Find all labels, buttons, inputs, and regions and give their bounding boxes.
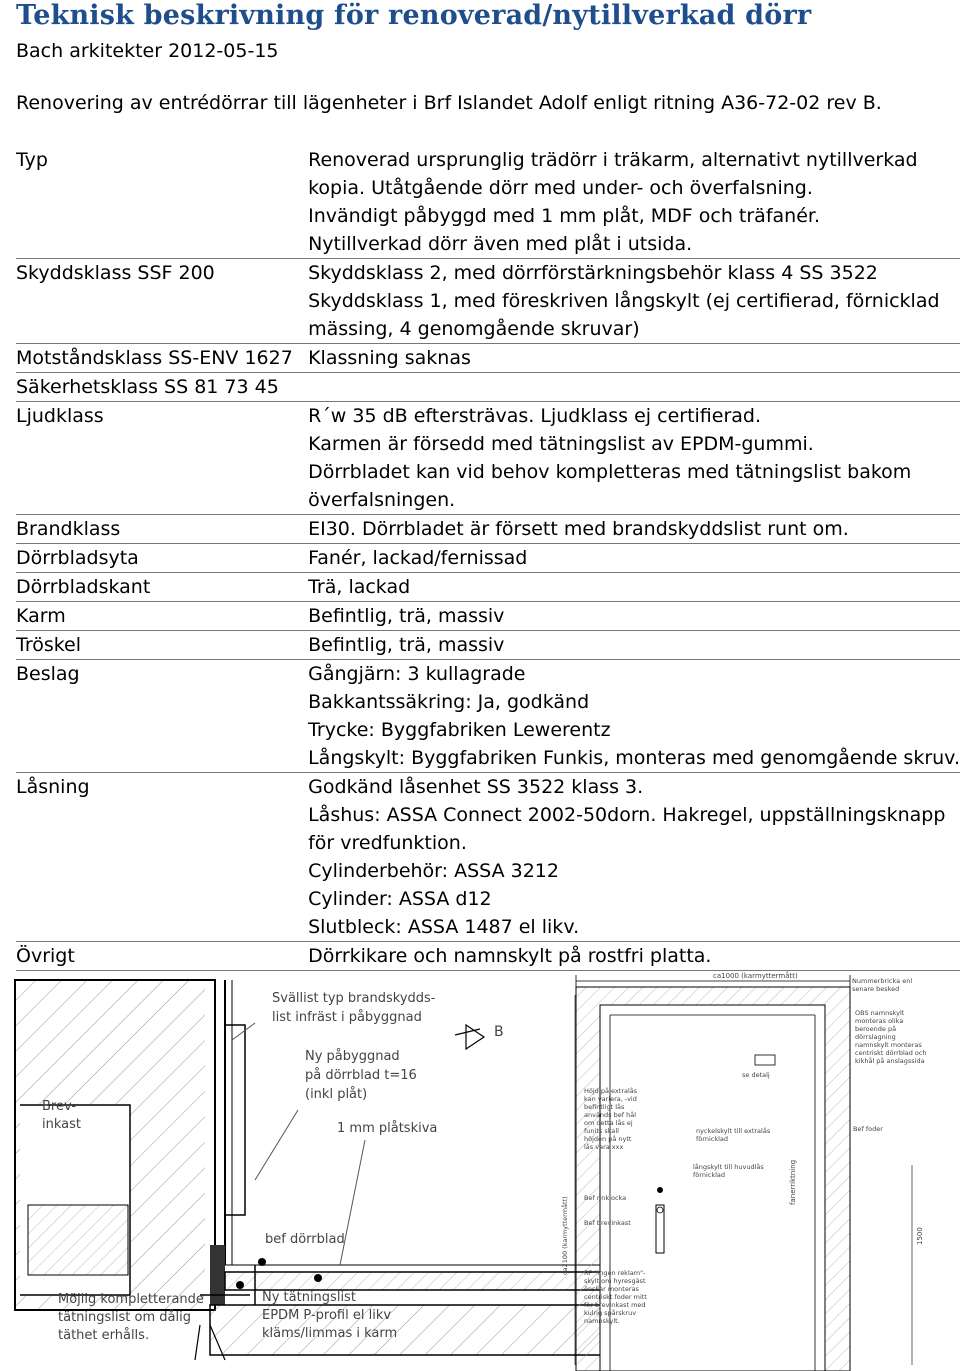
svallist-line: list infräst i påbyggnad [272,1010,422,1025]
hojd-line: funits skall [584,1127,619,1135]
nummerbricka-line: senare besked [852,985,900,993]
hojd-line: om detta lås ej [584,1119,633,1127]
spec-value-line: Skyddsklass 2, med dörrförstärkningsbehör klass 4 SS 3522 [308,262,878,284]
spec-value-line: Befintlig, trä, massiv [308,605,505,627]
document-intro: Renovering av entrédörrar till lägenheter i Brf Islandet Adolf enligt ritning A36-72-02 rev B. [16,92,882,114]
ny-pabyggnad-line: (inkl plåt) [305,1087,368,1102]
langskylt-line: förnicklad [693,1171,726,1179]
brev-inkast-line: inkast [42,1117,81,1132]
spec-value-line: Renoverad ursprunglig trädörr i träkarm, alternativt nytillverkad [308,149,918,171]
document-title: Teknisk beskrivning för renoverad/nytillverkad dörr [16,0,812,31]
spec-value [308,146,960,259]
rf-line: skylt om hyresgäst [584,1277,646,1285]
spec-label: Skyddsklass SSF 200 [16,259,308,344]
spec-value-line: Godkänd låsenhet SS 3522 klass 3. [308,776,644,798]
spec-value [308,631,960,660]
mojlig-line: täthet erhålls. [58,1328,150,1343]
spec-row [16,515,960,544]
bef-dorrblad-label: bef dörrblad [265,1232,345,1247]
height-dimension: ca2100 (karmyttermått) [561,1196,569,1275]
mojlig-line: tätningslist om dålig [58,1310,191,1325]
rf-line: centriskt foder mitt [584,1293,647,1301]
spec-label: Övrigt [16,942,308,971]
spec-label: Karm [16,602,308,631]
fanerriktning-label: fanerriktning [789,1159,797,1205]
spec-value-line: Bakkantssäkring: Ja, godkänd [308,691,590,713]
spec-value-line: Trä, lackad [308,576,411,598]
spec-value-line: Cylinder: ASSA d12 [308,888,492,910]
spec-row [16,544,960,573]
se-detalj-label: se detalj [742,1071,770,1079]
spec-row [16,259,960,344]
spec-value-line: Karmen är försedd med tätningslist av EPDM-gummi. [308,433,814,455]
nyckelskylt-line: nyckelskylt till extralås [696,1127,771,1135]
spec-value-line: Cylinderbehör: ASSA 3212 [308,860,559,882]
obs-namnskylt-line: dörrslagning [855,1033,896,1041]
spec-value-line: Dörrbladet kan vid behov kompletteras med tätningslist bakom [308,461,912,483]
spec-label: Tröskel [16,631,308,660]
spec-row [16,573,960,602]
nummerbricka-line: Nummerbricka enl [852,977,913,985]
spec-row [16,773,960,942]
spec-value-line: EI30. Dörrbladet är försett med brandskyddslist runt om. [308,518,849,540]
hojd-line: Höjd på extralås [584,1087,638,1095]
spec-table [16,146,960,971]
section-mark: B [494,1024,504,1040]
spec-value-line: för vredfunktion. [308,832,467,854]
ny-tatningslist-line: Ny tätningslist [262,1290,356,1305]
bef-brevinkast-label: Bef brevinkast [584,1219,631,1227]
hojd-line: kan variera, -vid [584,1095,637,1103]
spec-value-line: Invändigt påbyggd med 1 mm plåt, MDF och träfanér. [308,205,820,227]
spec-value-line: Gångjärn: 3 kullagrade [308,663,526,685]
rf-line: RF "Ingen reklam"- [584,1269,646,1277]
spec-value [308,773,960,942]
hojd-line: lås vara xxx [584,1143,624,1151]
spec-row [16,660,960,773]
ny-tatningslist-line: EPDM P-profil el likv [262,1308,392,1323]
rf-line: önskar monteras [584,1285,639,1293]
spec-label: Dörrbladsyta [16,544,308,573]
platskiva-label: 1 mm plåtskiva [337,1121,438,1136]
spec-row [16,602,960,631]
door-drawings [0,965,960,1371]
spec-row [16,631,960,660]
spec-row [16,146,960,259]
spec-value [308,660,960,773]
obs-namnskylt-line: centriskt dörrblad och [855,1049,927,1057]
spec-value [308,573,960,602]
spec-value-line: Skyddsklass 1, med föreskriven långskylt (ej certifierad, förnicklad [308,290,940,312]
svg-text:Nummerbricka enlsenare besked [852,977,912,993]
spec-value [308,544,960,573]
dimension-1500: 1500 [916,1227,924,1245]
rf-line: för brevinkast med [584,1301,646,1309]
spec-value-line: överfalsningen. [308,489,456,511]
hojd-line: höjden på nytt [584,1135,632,1143]
spec-value [308,373,960,402]
spec-value-line: Låshus: ASSA Connect 2002-50dorn. Hakregel, uppställningsknapp [308,804,946,826]
bef-foder-label: Bef foder [853,1125,883,1133]
ny-pabyggnad-line: på dörrblad t=16 [305,1068,417,1083]
svg-text:OBS namnskyltmonteras olikaber [855,1009,927,1065]
spec-label: Brandklass [16,515,308,544]
spec-row [16,373,960,402]
hojd-line: befintligt lås [584,1103,625,1111]
spec-row [16,402,960,515]
svallist-line: Svällist typ brandskydds- [272,991,436,1006]
width-dimension: ca1000 (karmyttermått) [713,972,798,980]
svg-text:Ny tätningslistEPDM P-profil e [262,1290,397,1341]
spec-value-line: Slutbleck: ASSA 1487 el likv. [308,916,580,938]
mojlig-line: Möjlig kompletterande [58,1292,204,1307]
spec-value-line: mässing, 4 genomgående skruvar) [308,318,640,340]
spec-label: Motståndsklass SS-ENV 1627 [16,344,308,373]
spec-value-line: Trycke: Byggfabriken Lewerentz [308,719,611,741]
svg-text:Svällist typ brandskydds-list [272,991,436,1025]
elevation-drawing [560,971,927,1371]
rf-line: kulrig spårskruv [584,1309,637,1317]
spec-value-line: Fanér, lackad/fernissad [308,547,528,569]
spec-value [308,602,960,631]
spec-label: Beslag [16,660,308,773]
rf-line: namnskylt. [584,1317,620,1325]
bef-rinklocka-label: Bef rinklocka [584,1194,627,1202]
svg-text:Ny påbyggnadpå dörrblad t=16(i [305,1049,417,1102]
spec-label: Dörrbladskant [16,573,308,602]
svg-text:Möjlig kompletterandetätningsl [58,1292,204,1343]
hojd-line: används bef hål [584,1111,637,1119]
spec-label: Låsning [16,773,308,942]
spec-value-line: R´w 35 dB eftersträvas. Ljudklass ej certifierad. [308,405,762,427]
document-subtitle: Bach arkitekter 2012-05-15 [16,40,279,62]
spec-value [308,515,960,544]
ny-pabyggnad-line: Ny påbyggnad [305,1049,400,1064]
obs-namnskylt-line: kikhål på anslagssida [855,1057,925,1065]
spec-value-line: kopia. Utåtgående dörr med under- och överfalsning. [308,177,813,199]
spec-label: Säkerhetsklass SS 81 73 45 [16,373,308,402]
spec-value-line: Nytillverkad dörr även med plåt i utsida. [308,233,693,255]
nyckelskylt-line: förnicklad [696,1135,729,1143]
spec-value [308,259,960,344]
spec-value-line: Långskylt: Byggfabriken Funkis, monteras med genomgående skruv. [308,747,960,769]
section-drawing [15,980,625,1360]
spec-label: Ljudklass [16,402,308,515]
obs-namnskylt-line: namnskylt monteras [855,1041,922,1049]
spec-value-line: Klassning saknas [308,347,471,369]
brev-inkast-line: Brev- [42,1099,77,1114]
spec-value-line: Dörrkikare och namnskylt på rostfri platta. [308,945,712,967]
langskylt-line: långskylt till huvudlås [693,1163,764,1171]
spec-value [308,402,960,515]
ny-tatningslist-line: kläms/limmas i karm [262,1326,398,1341]
spec-value-line: Befintlig, trä, massiv [308,634,505,656]
spec-value [308,344,960,373]
obs-namnskylt-line: OBS namnskylt [855,1009,905,1017]
obs-namnskylt-line: monteras olika [855,1017,904,1025]
obs-namnskylt-line: beroende på [855,1025,897,1033]
spec-label: Typ [16,146,308,259]
svg-text:Höjd på extralåskan variera, - [584,1086,638,1151]
spec-row [16,344,960,373]
